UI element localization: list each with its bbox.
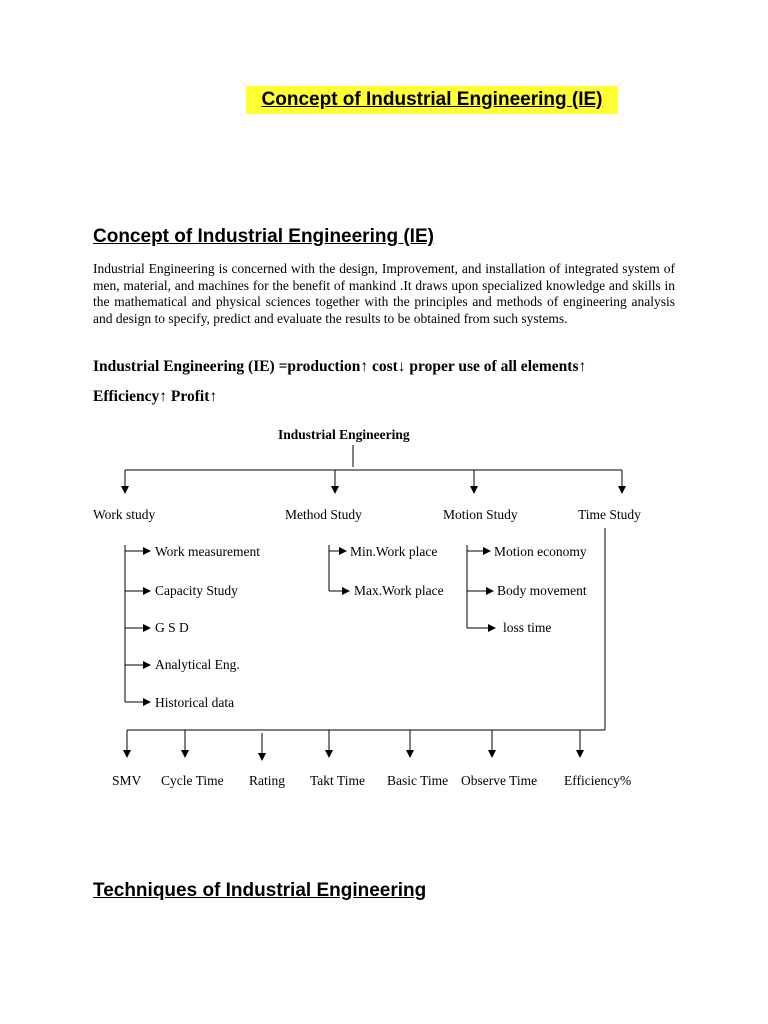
work-study-item: Work measurement	[155, 544, 261, 559]
techniques-heading: Techniques of Industrial Engineering	[93, 880, 427, 901]
branch-motion-study: Motion Study	[443, 507, 518, 522]
motion-study-item: Body movement	[497, 583, 587, 598]
work-study-item: G S D	[155, 620, 189, 635]
work-study-item: Analytical Eng.	[155, 657, 240, 672]
method-study-item: Max.Work place	[354, 583, 444, 598]
work-study-item: Capacity Study	[155, 583, 238, 598]
motion-study-item: loss time	[503, 620, 552, 635]
time-study-output: Observe Time	[461, 773, 538, 788]
time-study-output: Takt Time	[310, 773, 365, 788]
formula-line-1: Industrial Engineering (IE) =production↑ cost↓ proper use of all elements↑	[93, 358, 587, 375]
time-study-output: Rating	[249, 773, 285, 788]
method-study-item: Min.Work place	[350, 544, 438, 559]
motion-study-item: Motion economy	[494, 544, 587, 559]
branch-work-study: Work study	[93, 507, 156, 522]
work-study-item: Historical data	[155, 695, 235, 710]
time-study-output: Cycle Time	[161, 773, 224, 788]
time-study-output: SMV	[112, 773, 142, 788]
time-study-output: Efficiency%	[564, 773, 632, 788]
body-paragraph: Industrial Engineering is concerned with the design, Improvement, and installation of integrated system of men, material, and machines for the benefit of mankind .It draws upon specialized knowledge and skills in the mathematical and physical sciences together with the principles and methods of engineering analysis and design to specify, predict and evaluate the results to be obtained from such systems.	[93, 261, 675, 326]
section-heading: Concept of Industrial Engineering (IE)	[93, 226, 434, 247]
diagram-root-label: Industrial Engineering	[278, 427, 410, 442]
branch-time-study: Time Study	[578, 507, 641, 522]
document-title: Concept of Industrial Engineering (IE)	[246, 86, 618, 114]
formula-line-2: Efficiency↑ Profit↑	[93, 388, 218, 405]
branch-method-study: Method Study	[285, 507, 362, 522]
time-study-output: Basic Time	[387, 773, 449, 788]
